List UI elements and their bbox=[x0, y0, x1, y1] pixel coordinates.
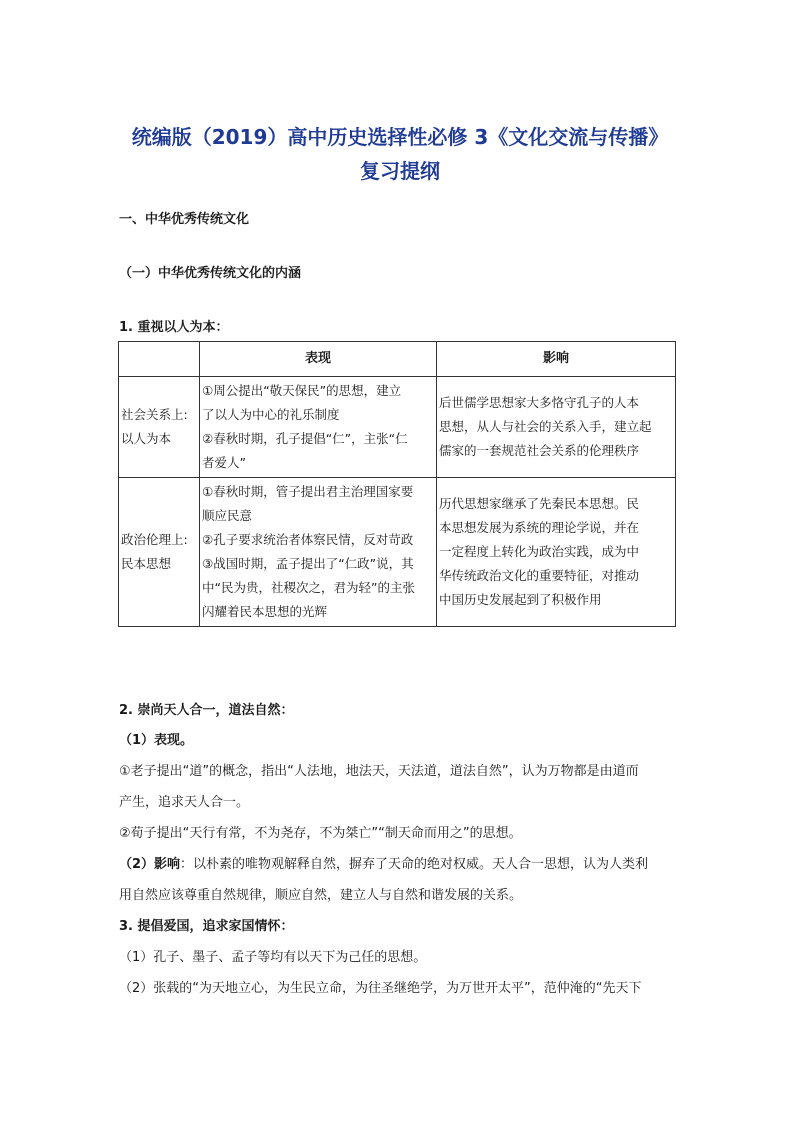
paragraph-line: ①老子提出“道”的概念，指出“人法地，地法天，天法道，道法自然”，认为万物都是由道而 bbox=[119, 764, 639, 779]
row-label: 社会关系上: 以人为本 bbox=[119, 377, 200, 478]
paragraph-line: （1）孔子、墨子、孟子等均有以天下为己任的思想。 bbox=[119, 950, 427, 965]
table-row bbox=[119, 377, 676, 478]
item-2-1-heading: （1）表现。 bbox=[119, 733, 194, 748]
table-header-row bbox=[119, 342, 676, 377]
row-impact: 历代思想家继承了先秦民本思想。民 本思想发展为系统的理论学说，并在 一定程度上转化为政治实践，成为中 华传统政治文化的重要特征，对推动 中国历史发展起到了积极作用 bbox=[437, 478, 676, 627]
document-title-line2: 复习提纲 bbox=[360, 159, 440, 183]
paragraph-line: 用自然应该尊重自然规律，顺应自然，建立人与自然和谐发展的关系。 bbox=[119, 888, 523, 903]
row-impact: 后世儒学思想家大多恪守孔子的人本 思想，从人与社会的关系入手，建立起 儒家的一套规范社会关系的伦理秩序 bbox=[437, 377, 676, 478]
section-heading: 一、中华优秀传统文化 bbox=[119, 212, 250, 227]
paragraph-line bbox=[119, 853, 648, 872]
table-row bbox=[119, 478, 676, 627]
table-header-impact: 影响 bbox=[437, 342, 676, 377]
item-heading-2: 2. 崇尚天人合一，道法自然： bbox=[119, 703, 294, 718]
item-heading-3: 3. 提倡爱国，追求家国情怀： bbox=[119, 919, 294, 934]
paragraph-line: （2）张载的“为天地立心，为生民立命，为往圣继绝学，为万世开太平”，范仲淹的“先天下 bbox=[119, 981, 642, 996]
item-heading-1: 1. 重视以人为本： bbox=[119, 320, 229, 335]
paragraph-line: 产生，追求天人合一。 bbox=[119, 795, 250, 810]
table-header-empty bbox=[119, 342, 200, 377]
item-2-2-label: （2）影响 bbox=[119, 857, 181, 872]
row-performance: ①春秋时期，管子提出君主治理国家要 顺应民意 ②孔子要求统治者体察民情，反对苛政 ③战国时期，孟子提出了“仁政”说，其 中“民为贵，社稷次之，君为轻”的主张 闪耀着民本思想的光辉 bbox=[200, 478, 437, 627]
paragraph-line: ②荀子提出“天行有常，不为尧存，不为桀亡”“制天命而用之”的思想。 bbox=[119, 826, 522, 841]
document-title-line1: 统编版（2019）高中历史选择性必修 3《文化交流与传播》 bbox=[131, 125, 669, 149]
row-performance: ①周公提出“敬天保民”的思想，建立 了以人为中心的礼乐制度 ②春秋时期，孔子提倡“仁”，主张“仁 者爱人” bbox=[200, 377, 437, 478]
row-label: 政治伦理上: 民本思想 bbox=[119, 478, 200, 627]
culture-table bbox=[118, 341, 676, 627]
table-header-performance: 表现 bbox=[200, 342, 437, 377]
item-2-2-text: ：以朴素的唯物观解释自然，摒弃了天命的绝对权威。天人合一思想，认为人类利 bbox=[180, 857, 649, 872]
subsection-heading: （一）中华优秀传统文化的内涵 bbox=[119, 266, 302, 281]
